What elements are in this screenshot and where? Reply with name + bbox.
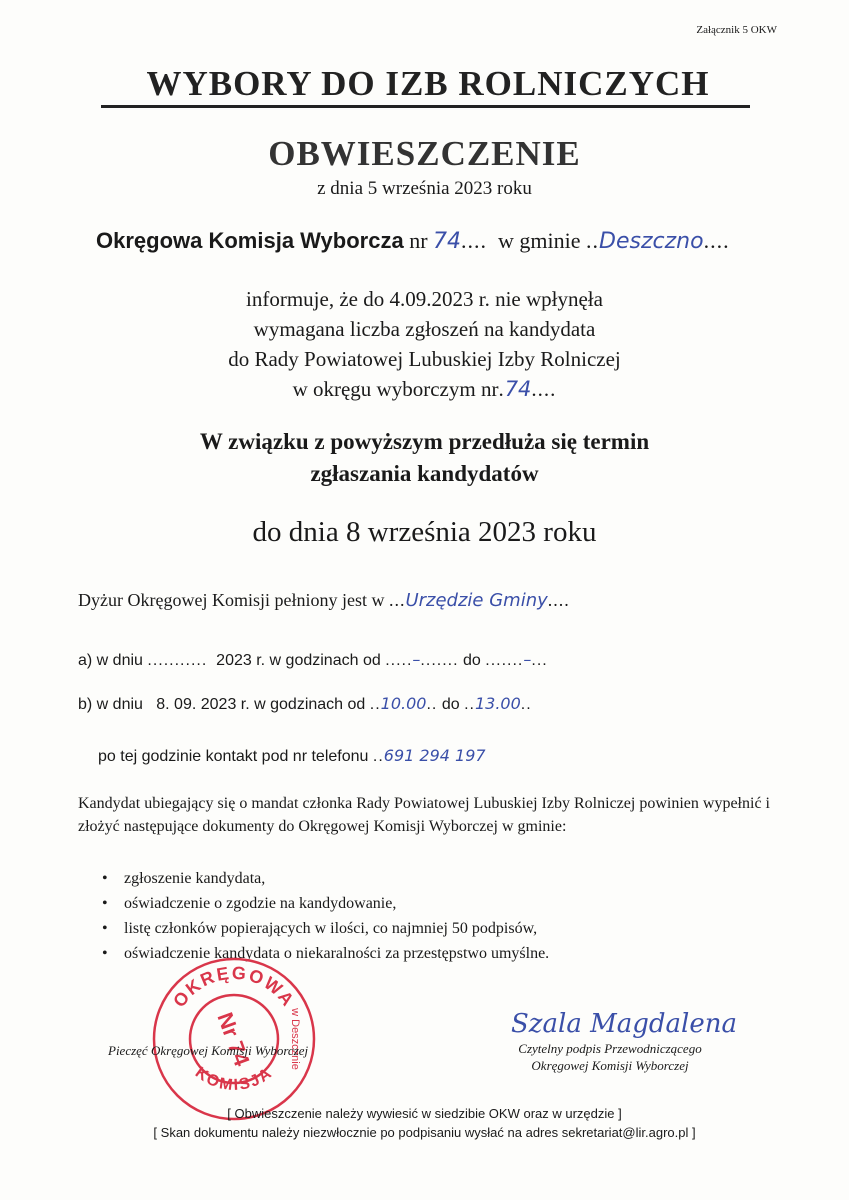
info-line: wymagana liczba zgłoszeń na kandydata: [253, 317, 596, 341]
district-value: 74: [504, 377, 532, 401]
svg-text:OKRĘGOWA: [169, 963, 299, 1011]
document-label: oświadczenie kandydata o niekaralności za przestępstwo umyślne.: [124, 945, 550, 962]
signature-caption-line: Czytelny podpis Przewodniczącego: [518, 1041, 702, 1056]
row-a-to: –: [523, 650, 532, 669]
title-underline: [101, 105, 750, 108]
notice-title: OBWIESZCZENIE: [268, 134, 581, 173]
row-b-to-label: do: [441, 696, 460, 713]
footer-notes: [0, 1104, 849, 1142]
attachment-label: Załącznik 5 OKW: [696, 24, 777, 36]
document-list-item: [96, 916, 549, 941]
bullet-icon: •: [102, 870, 108, 887]
municipality-prefix: w gminie: [498, 228, 581, 253]
municipality-value: Deszczno: [599, 229, 704, 254]
document-list-item: [96, 891, 549, 916]
document-label: zgłoszenie kandydata,: [124, 870, 266, 887]
district-prefix: w okręgu wyborczym nr: [292, 377, 499, 401]
extension-line: zgłaszania kandydatów: [310, 461, 539, 486]
stamp-text-top: OKRĘGOWA: [169, 962, 299, 1011]
duty-place: Urzędzie Gminy: [405, 590, 548, 611]
svg-text:KOMISJA: [192, 1064, 276, 1094]
phone-row: po tej godzinie kontakt pod nr telefonu ..691 294 197: [98, 746, 486, 765]
duty-row-a: a) w dniu ........... 2023 r. w godzinach od .....–....... do .......–...: [78, 650, 548, 669]
phone-label: po tej godzinie kontakt pod nr telefonu: [98, 748, 369, 765]
commission-stamp: [150, 955, 318, 1123]
phone-number: 691 294 197: [383, 746, 486, 765]
deadline: do dnia 8 września 2023 roku: [252, 516, 597, 548]
row-a-year: 2023 r. w godzinach od: [216, 652, 381, 669]
candidate-intro: Kandydat ubiegający się o mandat członka Rady Powiatowej Lubuskiej Izby Rolniczej powinien wypełnić i złożyć następujące dokumenty do Okręgowej Komisji Wyborczej w gminie:: [78, 795, 770, 835]
commission-nr-prefix: nr: [409, 228, 428, 253]
stamp-caption: Pieczęć Okręgowej Komisji Wyborczej: [108, 1043, 309, 1058]
bullet-icon: •: [102, 920, 108, 937]
row-a-from: –: [412, 650, 421, 669]
duty-prefix: Dyżur Okręgowej Komisji pełniony jest w: [78, 590, 385, 610]
info-line: w okręgu wyborczym nr.74....: [292, 377, 557, 401]
document-label: listę członków popierających w ilości, co najmniej 50 podpisów,: [124, 920, 538, 937]
signature-image: [505, 998, 745, 1044]
signature-text: Szala Magdalena: [511, 1009, 737, 1039]
row-b-year: 2023 r. w godzinach od: [200, 696, 366, 713]
row-b-label: b) w dniu: [78, 696, 143, 713]
commission-label: Okręgowa Komisja Wyborcza: [96, 228, 404, 253]
duty-row-b: b) w dniu 8. 09. 2023 r. w godzinach od ..10.00.. do ..13.00..: [78, 694, 532, 713]
row-a-to-label: do: [463, 652, 481, 669]
duty-line: Dyżur Okręgowej Komisji pełniony jest w ...Urzędzie Gminy....: [78, 590, 570, 611]
bullet-icon: •: [102, 945, 108, 962]
row-b-date: 8. 09.: [156, 696, 197, 713]
footer-line: [ Skan dokumentu należy niezwłocznie po podpisaniu wysłać na adres sekretariat@lir.agro.pl ]: [153, 1125, 696, 1140]
document-list: [96, 866, 549, 966]
document-label: oświadczenie o zgodzie na kandydowanie,: [124, 895, 397, 912]
stamp-text-bottom: KOMISJA: [191, 1064, 277, 1095]
row-b-from: 10.00: [380, 694, 427, 713]
info-line: informuje, że do 4.09.2023 r. nie wpłynęła: [246, 287, 603, 311]
info-block: [0, 284, 849, 404]
election-title: WYBORY DO IZB ROLNICZYCH: [146, 64, 710, 103]
signature-caption: [505, 1040, 715, 1074]
footer-line: [ Obwieszczenie należy wywiesić w siedzibie OKW oraz w urzędzie ]: [227, 1106, 622, 1121]
stamp-text-right: w Deszcznie: [289, 1008, 301, 1070]
signature-caption-line: Okręgowej Komisji Wyborczej: [531, 1058, 689, 1073]
document-list-item: [96, 866, 549, 891]
row-a-label: a) w dniu: [78, 652, 143, 669]
info-line: do Rady Powiatowej Lubuskiej Izby Rolniczej: [228, 347, 621, 371]
commission-nr-value: 74: [433, 229, 462, 254]
extension-notice: [0, 426, 849, 490]
bullet-icon: •: [102, 895, 108, 912]
commission-line: Okręgowa Komisja Wyborcza nr 74.... w gminie ..Deszczno....: [96, 228, 730, 254]
stamp-number: Nr 74: [212, 1009, 255, 1070]
extension-line: W związku z powyższym przedłuża się termin: [199, 429, 650, 454]
notice-date: z dnia 5 września 2023 roku: [317, 178, 532, 199]
row-b-to: 13.00: [474, 694, 521, 713]
